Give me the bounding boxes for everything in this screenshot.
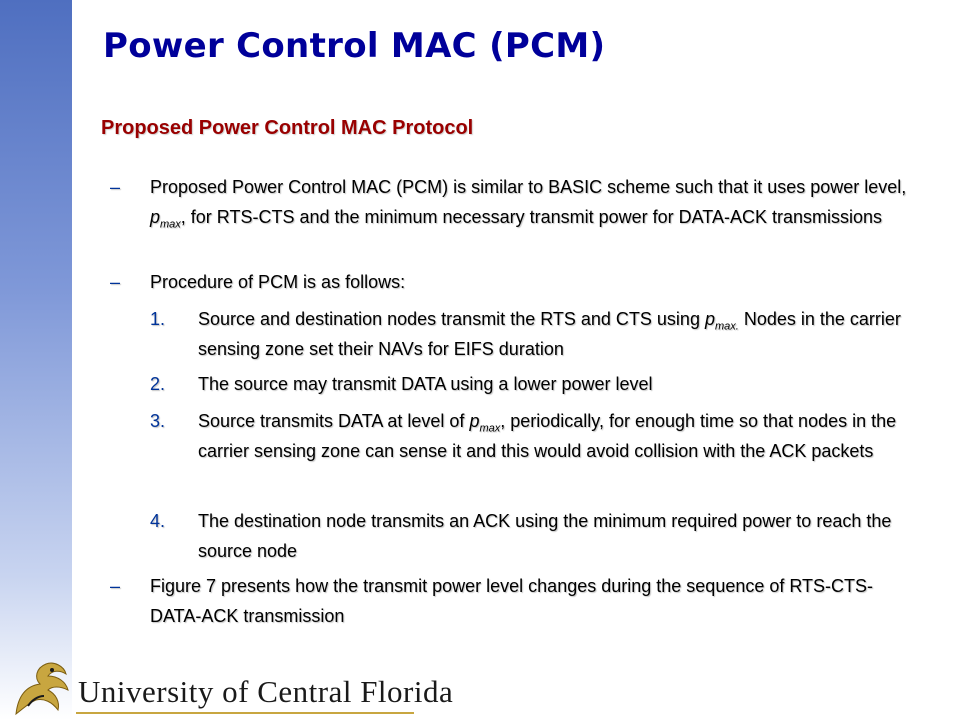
step-number: 2. [150,374,166,394]
bullet-item [110,172,920,232]
step-item [150,506,938,566]
bullet-text: Figure 7 presents how the transmit power level changes during the sequence of RTS-CTS-DATA-ACK transmission [150,576,874,626]
step-text: Source transmits DATA at level of $p_{max}$, periodically, for enough time so that nodes in the carrier sensing zone can sense it and this would avoid collision with the ACK packets [198,411,897,461]
footer-divider [76,712,414,714]
bullet-item [110,571,920,631]
bullet-marker: – [110,272,121,292]
step-number: 3. [150,411,166,431]
step-item [150,406,938,466]
bullet-item [110,267,920,297]
slide-subtitle: Proposed Power Control MAC Protocol [101,117,474,139]
side-gradient-bar [0,0,72,720]
step-item [150,369,938,399]
bullet-text: Procedure of PCM is as follows: [150,272,406,292]
university-name: University of Central Florida [78,674,454,709]
step-text: The source may transmit DATA using a lower power level [198,374,653,394]
step-number: 1. [150,309,166,329]
bullet-marker: – [110,576,121,596]
step-number: 4. [150,511,166,531]
slide-title: Power Control MAC (PCM) [103,26,606,66]
step-text: The destination node transmits an ACK using the minimum required power to reach the source node [198,511,892,561]
bullet-marker: – [110,177,121,197]
step-text: Source and destination nodes transmit the RTS and CTS using $p_{max.}$ Nodes in the carrier sensing zone set their NAVs for EIFS duration [198,309,901,359]
bullet-text: Proposed Power Control MAC (PCM) is similar to BASIC scheme such that it uses power level, $p_{max}$, for RTS-CTS and the minimum necessary transmit power for DATA-ACK transmissions [150,177,907,231]
step-item [150,304,938,364]
pegasus-logo-icon [8,656,78,718]
